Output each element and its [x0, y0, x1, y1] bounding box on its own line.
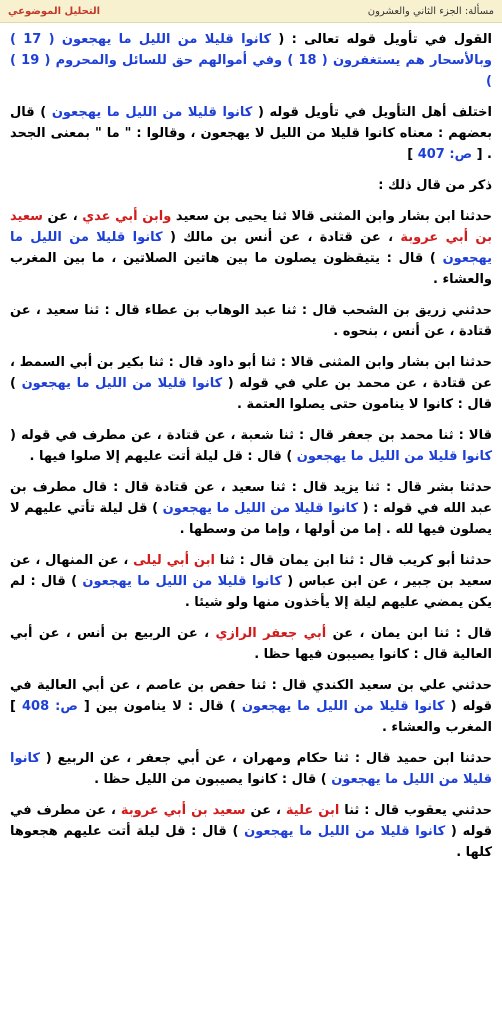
paragraph	[10, 748, 492, 790]
narrator-link[interactable]: أبي جعفر الرازي	[215, 626, 327, 641]
text-segment: ، عن قتادة ، عن أنس بن مالك (	[162, 230, 401, 245]
text-segment: ) قال : كانوا لا ينامون حتى يصلوا العتمة .	[10, 376, 492, 412]
text-segment: ، عن المنهال ، عن سعيد بن جبير ، عن ابن عباس (	[10, 553, 492, 589]
paragraph	[10, 675, 492, 738]
text-segment: القول في تأويل قوله تعالى : (	[271, 32, 493, 47]
narrator-link[interactable]: وابن أبي عدي	[82, 209, 172, 224]
text-segment: ) قال : لم يكن يمضي عليهم ليلة إلا يأخذون منها ولو شيئا .	[10, 574, 492, 610]
paragraph	[10, 800, 492, 863]
quran-quote: كانوا قليلا من الليل ما يهجعون	[61, 32, 272, 47]
quran-quote: كانوا قليلا من الليل ما يهجعون	[82, 574, 282, 589]
text-segment: ) قل ليلة تأتي عليهم لا يصلون فيها لله . إما من أولها ، وإما من وسطها .	[10, 501, 492, 537]
text-segment: قالا : ثنا محمد بن جعفر قال : ثنا شعبة ، عن قتادة ، عن مطرف في قوله (	[10, 428, 492, 443]
text-segment: اختلف أهل التأويل في تأويل قوله (	[252, 105, 492, 120]
analysis-link[interactable]: التحليل الموضوعي	[8, 5, 101, 17]
quran-quote: كانوا قليلا من الليل ما يهجعون	[10, 751, 492, 787]
quran-quote: كانوا قليلا من الليل ما يهجعون	[21, 376, 223, 391]
quran-quote: كانوا قليلا من الليل ما يهجعون	[241, 699, 445, 714]
quran-quote: ص: 407	[417, 147, 473, 162]
text-segment: حدثنا ابن حميد قال : ثنا حكام ومهران ، عن أبي جعفر ، عن الربيع (	[39, 751, 492, 766]
narrator-link[interactable]: ابن علية	[285, 803, 340, 818]
narrator-link[interactable]: ابن أبي ليلى	[133, 553, 215, 568]
quran-quote: كانوا قليلا من الليل ما يهجعون	[10, 230, 492, 266]
text-segment: ) قال : يتيقظون يصلون ما بين هاتين الصلاتين ، ما بين المغرب والعشاء .	[10, 251, 492, 287]
narrator-link[interactable]: سعيد بن أبي عروبة	[10, 209, 493, 245]
text-segment: حدثني علي بن سعيد الكندي قال : ثنا حفص بن عاصم ، عن أبي العالية في قوله (	[10, 678, 493, 714]
paragraph	[10, 300, 492, 342]
text-segment: حدثنا ابن بشار وابن المثنى قالا : ثنا أبو داود قال : ثنا بكير بن أبي السمط ، عن قتادة ، عن محمد بن علي في قوله (	[10, 355, 493, 391]
text-segment: ذكر من قال ذلك :	[378, 178, 492, 193]
paragraph	[10, 29, 492, 92]
paragraph	[10, 206, 492, 290]
text-segment: حدثنا بشر قال : ثنا يزيد قال : ثنا سعيد ، عن قتادة قال : قال مطرف بن عبد الله في قوله : (	[10, 480, 492, 516]
text-segment: ) قال : كانوا يصيبون من الليل حظا .	[94, 772, 332, 787]
text-segment: ، عن الربيع بن أنس ، عن أبي العالية قال : كانوا يصيبون فيها حظا .	[10, 626, 492, 662]
text-segment: ، عن	[245, 803, 286, 818]
paragraph	[10, 175, 492, 196]
paragraph	[10, 477, 492, 540]
text-segment: ) قال بعضهم : معناه كانوا قليلا من الليل لا يهجعون ، وقالوا : " ما " بمعنى الجحد . [	[10, 105, 492, 162]
paragraph	[10, 550, 492, 613]
text-segment: حدثني زريق بن الشحب قال : ثنا عبد الوهاب بن عطاء قال : ثنا سعيد ، عن قتادة ، عن أنس ، بنحوه .	[10, 303, 492, 339]
paragraph	[10, 425, 492, 467]
text-segment: ) قال : قل ليلة أتت عليهم هجعوها كلها .	[10, 824, 492, 860]
text-segment: ، عن مطرف في قوله (	[10, 803, 493, 839]
quran-quote: كانوا قليلا من الليل ما يهجعون	[162, 501, 359, 516]
quran-quote: كانوا قليلا من الليل ما يهجعون	[244, 824, 446, 839]
paragraph	[10, 623, 492, 665]
quran-quote: كانوا قليلا من الليل ما يهجعون	[296, 449, 492, 464]
quran-quote: كانوا قليلا من الليل ما يهجعون	[51, 105, 253, 120]
text-segment: ) قال : قل ليلة أتت عليهم إلا صلوا فيها .	[29, 449, 297, 464]
header-bar	[0, 0, 502, 23]
paragraph	[10, 102, 492, 165]
text-segment: ، عن	[42, 209, 83, 224]
text-segment: ] المغرب والعشاء .	[10, 699, 492, 735]
text-segment: حدثنا أبو كريب قال : ثنا ابن يمان قال : ثنا	[214, 553, 492, 568]
document-body	[0, 23, 502, 863]
text-segment: ]	[407, 147, 418, 162]
narrator-link[interactable]: سعيد بن أبي عروبة	[120, 803, 246, 818]
text-segment: ) قال : لا ينامون بين [	[77, 699, 242, 714]
text-segment: حدثنا ابن بشار وابن المثنى قالا ثنا يحيى بن سعيد	[171, 209, 492, 224]
quran-quote: ص: 408	[21, 699, 78, 714]
quran-quote: ( 17 ) وبالأسحار هم يستغفرون ( 18 ) وفي أموالهم حق للسائل والمحروم ( 19 ) )	[10, 32, 493, 89]
breadcrumb: مسألة: الجزء الثاني والعشرون	[367, 5, 494, 17]
text-segment: قال : ثنا ابن يمان ، عن	[326, 626, 492, 641]
text-segment: حدثني يعقوب قال : ثنا	[339, 803, 492, 818]
paragraph	[10, 352, 492, 415]
